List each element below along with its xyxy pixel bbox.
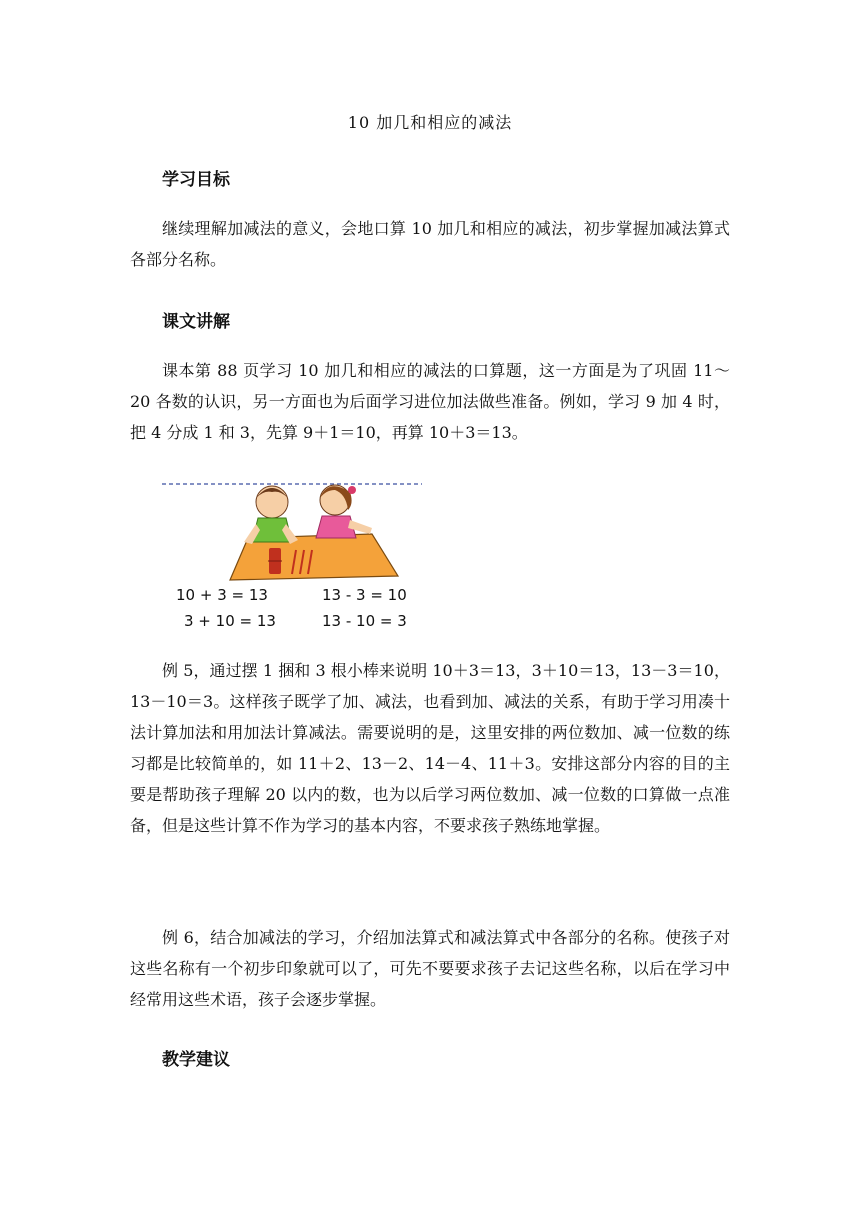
equation-text: 13 - 10 = 3 (322, 612, 407, 630)
boy-figure-icon (244, 486, 298, 544)
paragraph-explanation-1: 课本第 88 页学习 10 加几和相应的减法的口算题，这一方面是为了巩固 11～20 各数的认识，另一方面也为后面学习进位加法做些准备。例如，学习 9 加 4 时，把 4 分成 1 和 3，先算 9＋1＝10，再算 10＋3＝13。 (130, 361, 730, 442)
section-heading-suggestions: 教学建议 (162, 1050, 230, 1070)
equation-text: 10 + 3 = 13 (176, 586, 268, 604)
paragraph-explanation-2: 例 5，通过摆 1 捆和 3 根小棒来说明 10＋3＝13，3＋10＝13，13－3＝10，13－10＝3。这样孩子既学了加、减法，也看到加、减法的关系，有助于学习用凑十法计算加法和用加法计算减法。需要说明的是，这里安排的两位数加、减一位数的练习都是比较简单的，如 11＋2、13－2、14－4、11＋3。安排这部分内容的目的主要是帮助孩子理解 20 以内的数，也为以后学习两位数加、减一位数的口算做一点准备，但是这些计算不作为学习的基本内容，不要求孩子熟练地掌握。 (130, 661, 730, 835)
section-heading-explanation: 课文讲解 (162, 312, 230, 332)
stick-bundle-icon (268, 548, 282, 574)
girl-figure-icon (316, 485, 372, 538)
equation-text: 3 + 10 = 13 (184, 612, 276, 630)
textbook-illustration (160, 476, 425, 638)
paragraph-objectives: 继续理解加减法的意义，会地口算 10 加几和相应的减法，初步掌握加减法算式各部分名称。 (130, 219, 730, 269)
section-heading-objectives: 学习目标 (162, 170, 230, 190)
equation-text: 13 - 3 = 10 (322, 586, 407, 604)
paragraph-explanation-3: 例 6，结合加减法的学习，介绍加法算式和减法算式中各部分的名称。使孩子对这些名称有一个初步印象就可以了，可先不要要求孩子去记这些名称，以后在学习中经常用这些术语，孩子会逐步掌握。 (130, 928, 730, 1009)
document-title: 10 加几和相应的减法 (347, 113, 513, 132)
